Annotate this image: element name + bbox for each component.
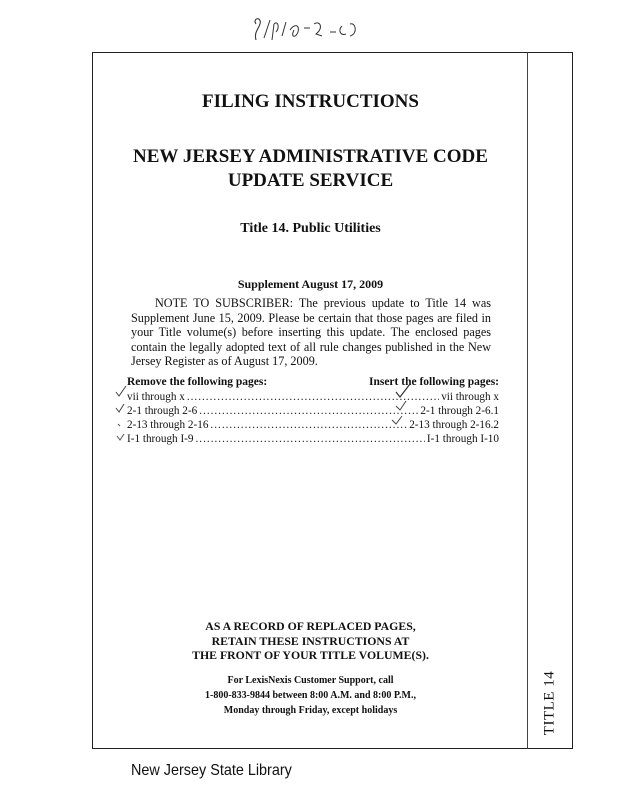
code-title-line-1: NEW JERSEY ADMINISTRATIVE CODE xyxy=(133,146,488,167)
code-title-line-2: UPDATE SERVICE xyxy=(227,170,394,191)
customer-support-info xyxy=(93,673,528,718)
subscriber-note: NOTE TO SUBSCRIBER: The previous update to Title 14 was Supplement June 15, 2009. Please be certain that those pages are filed in your Title volume(s) before inserting this update. The enclosed pages contain the legally adopted text of all rule changes published in the New Jersey Register as of August 17, 2009. xyxy=(131,296,491,369)
table-row xyxy=(127,390,499,404)
insert-pages-header: Insert the following pages: xyxy=(368,376,499,388)
dot-leader xyxy=(196,432,425,446)
table-row xyxy=(127,432,499,446)
table-row xyxy=(127,418,499,432)
insert-pages-cell: 2-1 through 2-6.1 xyxy=(420,405,499,417)
record-notice-line-3: THE FRONT OF YOUR TITLE VOLUME(S). xyxy=(192,648,429,662)
dot-leader xyxy=(187,390,439,404)
support-line-3: Monday through Friday, except holidays xyxy=(223,705,398,716)
remove-pages-cell: 2-1 through 2-6 xyxy=(127,405,198,417)
page-title: FILING INSTRUCTIONS xyxy=(202,91,419,112)
title-tab-label: TITLE 14 xyxy=(541,670,558,736)
record-notice-line-1: AS A RECORD OF REPLACED PAGES, xyxy=(205,619,416,633)
insert-pages-cell: vii through x xyxy=(441,391,499,403)
title-tab xyxy=(527,52,573,749)
insert-pages-cell: 2-13 through 2-16.2 xyxy=(409,419,499,431)
remove-pages-cell: I-1 through I-9 xyxy=(127,433,194,445)
title-subject: Title 14. Public Utilities xyxy=(240,221,381,236)
record-notice xyxy=(93,619,528,663)
handwritten-annotation xyxy=(250,14,370,48)
pages-table xyxy=(127,390,499,446)
filing-instructions-page xyxy=(92,52,528,749)
support-line-2: 1-800-833-9844 between 8:00 A.M. and 8:00 P.M., xyxy=(204,690,416,701)
support-line-1: For LexisNexis Customer Support, call xyxy=(227,675,394,686)
supplement-date: Supplement August 17, 2009 xyxy=(237,277,384,291)
dot-leader xyxy=(199,404,418,418)
library-stamp: New Jersey State Library xyxy=(131,762,292,779)
insert-pages-cell: I-1 through I-10 xyxy=(426,433,499,445)
record-notice-line-2: RETAIN THESE INSTRUCTIONS AT xyxy=(211,633,410,648)
remove-pages-cell: vii through x xyxy=(127,391,185,403)
table-row xyxy=(127,404,499,418)
dot-leader xyxy=(210,418,407,432)
code-title xyxy=(93,145,528,193)
remove-pages-cell: 2-13 through 2-16 xyxy=(127,419,209,431)
remove-pages-header: Remove the following pages: xyxy=(127,376,268,388)
